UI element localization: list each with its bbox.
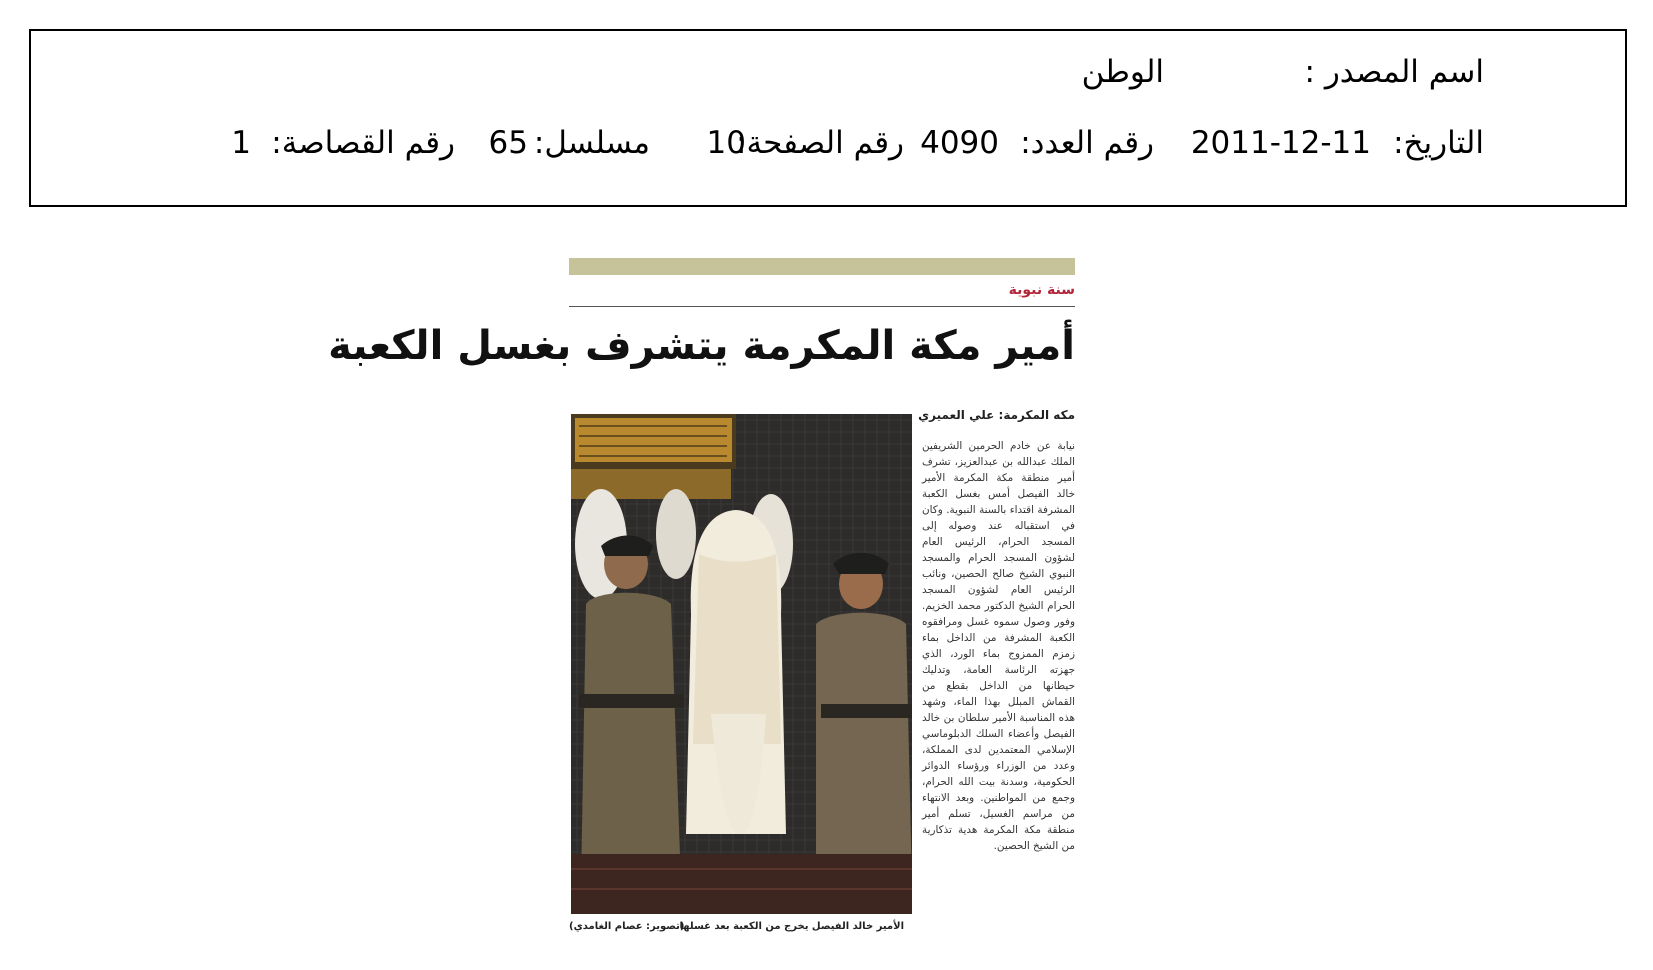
date-label: التاريخ: [1393, 125, 1484, 161]
section-divider [569, 306, 1075, 307]
article-photo [571, 414, 912, 914]
newspaper-clipping [328, 258, 1075, 940]
issue-value: 4090 [920, 125, 999, 161]
issue-label: رقم العدد: [1020, 125, 1154, 161]
section-label: سنة نبوية [1008, 282, 1075, 298]
kaaba-photo-illustration [571, 414, 912, 914]
article-byline: مكه المكرمة: علي العميري [918, 408, 1075, 422]
source-value: الوطن [1081, 54, 1164, 90]
page-value: 10 [706, 125, 746, 161]
source-label: اسم المصدر : [1304, 54, 1484, 90]
photo-credit: (تصوير: عصام الغامدي) [569, 921, 685, 932]
clip-label: رقم القصاصة: [271, 125, 455, 161]
metadata-box [29, 29, 1627, 207]
clip-value: 1 [231, 125, 251, 161]
article-body: نيابة عن خادم الحرمين الشريفين الملك عبدالله بن عبدالعزيز، تشرف أمير منطقة مكة المكرمة الأمير خالد الفيصل أمس بغسل الكعبة المشرفة اقتداء بالسنة النبوية. وكان في استقباله عند وصوله إلى المسجد الحرام، الرئيس العام لشؤون المسجد الحرام والمسجد النبوي الشيخ صالح الحصين، ونائب الرئيس العام لشؤون المسجد الحرام الشيخ الدكتور محمد الخزيم. وفور وصول سموه غسل ومرافقوه الكعبة المشرفة من الداخل بماء زمزم الممزوج بماء الورد، الذي جهزته الرئاسة العامة، وتدليك حيطانها من الداخل بقطع من القماش المبلل بهذا الماء، وشهد هذه المناسبة الأمير سلطان بن خالد الفيصل وأعضاء السلك الدبلوماسي الإسلامي المعتمدين لدى المملكة، وعدد من الوزراء ورؤساء الدوائر الحكومية، وسدنة بيت الله الحرام، وجمع من المواطنين. وبعد الانتهاء من مراسم الغسيل، تسلم أمير منطقة مكة المكرمة هدية تذكارية من الشيخ الحصين. [922, 440, 1075, 852]
article-headline: أمير مكة المكرمة يتشرف بغسل الكعبة [328, 323, 1075, 369]
date-value: 2011-12-11 [1190, 125, 1371, 161]
photo-caption: الأمير خالد الفيصل يخرج من الكعبة بعد غسلها [679, 921, 904, 932]
clipping-top-bar [569, 258, 1075, 275]
serial-value: 65 [488, 125, 528, 161]
page-label: رقم الصفحة: [736, 125, 904, 161]
serial-label: مسلسل: [533, 125, 650, 161]
